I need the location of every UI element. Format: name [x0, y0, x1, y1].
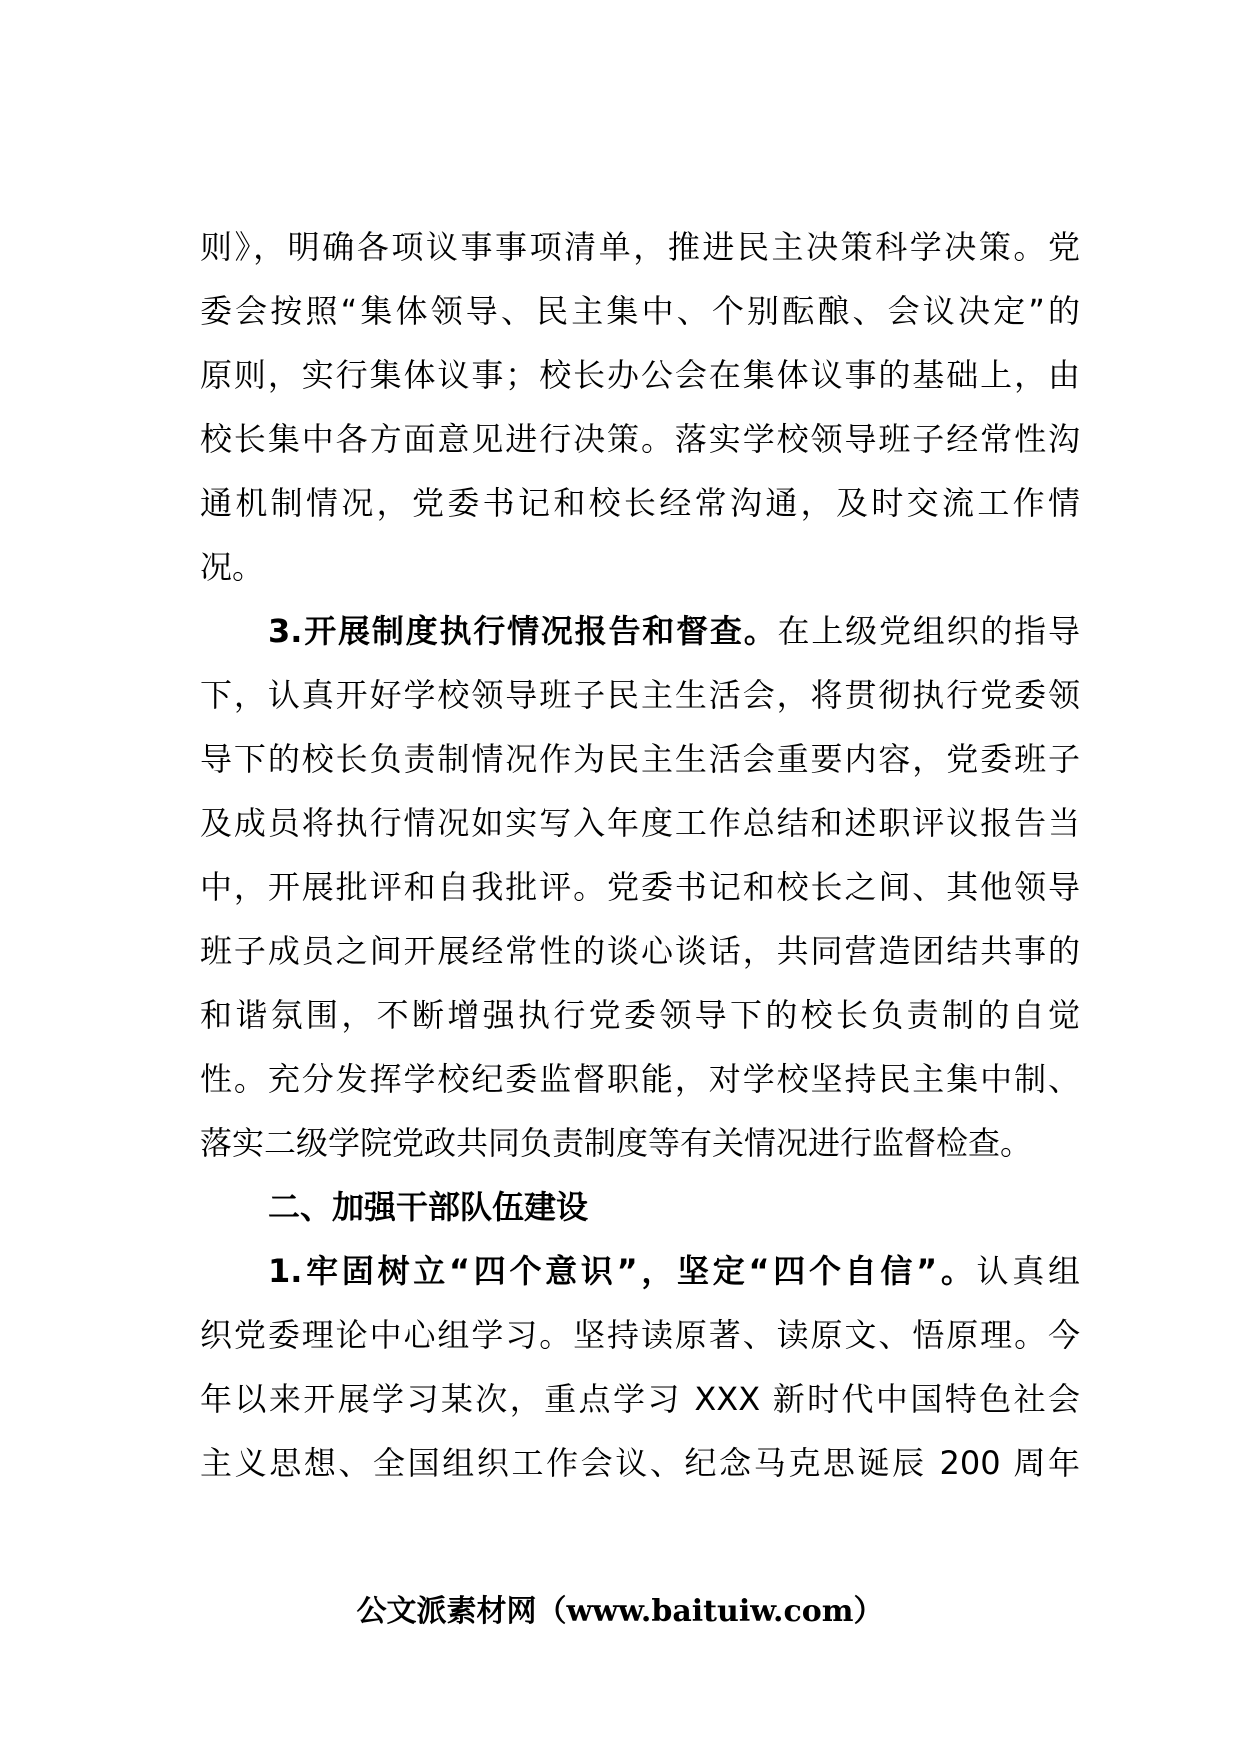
- body-line: 中，开展批评和自我批评。党委书记和校长之间、其他领导: [200, 868, 1080, 906]
- body-line: 织党委理论中心组学习。坚持读原著、读原文、悟原理。今: [200, 1316, 1080, 1354]
- body-line: 年以来开展学习某次，重点学习 XXX 新时代中国特色社会: [200, 1380, 1080, 1418]
- chapter-heading: 二、加强干部队伍建设: [268, 1188, 589, 1226]
- section-heading: 1.牢固树立“四个意识”，坚定“四个自信”。: [268, 1252, 977, 1290]
- section-heading: 3.开展制度执行情况报告和督查。: [268, 612, 778, 650]
- body-line: 通机制情况，党委书记和校长经常沟通，及时交流工作情: [200, 484, 1080, 522]
- body-line: 班子成员之间开展经常性的谈心谈话，共同营造团结共事的: [200, 932, 1080, 970]
- body-line: 况。: [200, 548, 265, 586]
- document-body: [200, 215, 1080, 1495]
- body-line: 及成员将执行情况如实写入年度工作总结和述职评议报告当: [200, 804, 1080, 842]
- body-line: 委会按照“集体领导、民主集中、个别酝酿、会议决定”的: [200, 292, 1080, 330]
- footer-watermark: 公文派素材网（www.baituiw.com）: [356, 1594, 884, 1629]
- body-line: 校长集中各方面意见进行决策。落实学校领导班子经常性沟: [200, 420, 1080, 458]
- body-line: 主义思想、全国组织工作会议、纪念马克思诞辰 200 周年: [200, 1444, 1080, 1482]
- body-line: 和谐氛围，不断增强执行党委领导下的校长负责制的自觉: [200, 996, 1080, 1034]
- section-1-heading-line: 1.牢固树立“四个意识”，坚定“四个自信”。认真组: [268, 1252, 1080, 1290]
- body-line: 原则，实行集体议事；校长办公会在集体议事的基础上，由: [200, 356, 1080, 394]
- section-3-heading-line: 3.开展制度执行情况报告和督查。在上级党组织的指导: [268, 612, 1080, 650]
- body-line: 性。充分发挥学校纪委监督职能，对学校坚持民主集中制、: [200, 1060, 1080, 1098]
- body-line: 则》，明确各项议事事项清单，推进民主决策科学决策。党: [200, 228, 1080, 266]
- body-line: 下，认真开好学校领导班子民主生活会，将贯彻执行党委领: [200, 676, 1080, 714]
- body-line: 落实二级学院党政共同负责制度等有关情况进行监督检查。: [200, 1124, 1033, 1162]
- body-line: 导下的校长负责制情况作为民主生活会重要内容，党委班子: [200, 740, 1080, 778]
